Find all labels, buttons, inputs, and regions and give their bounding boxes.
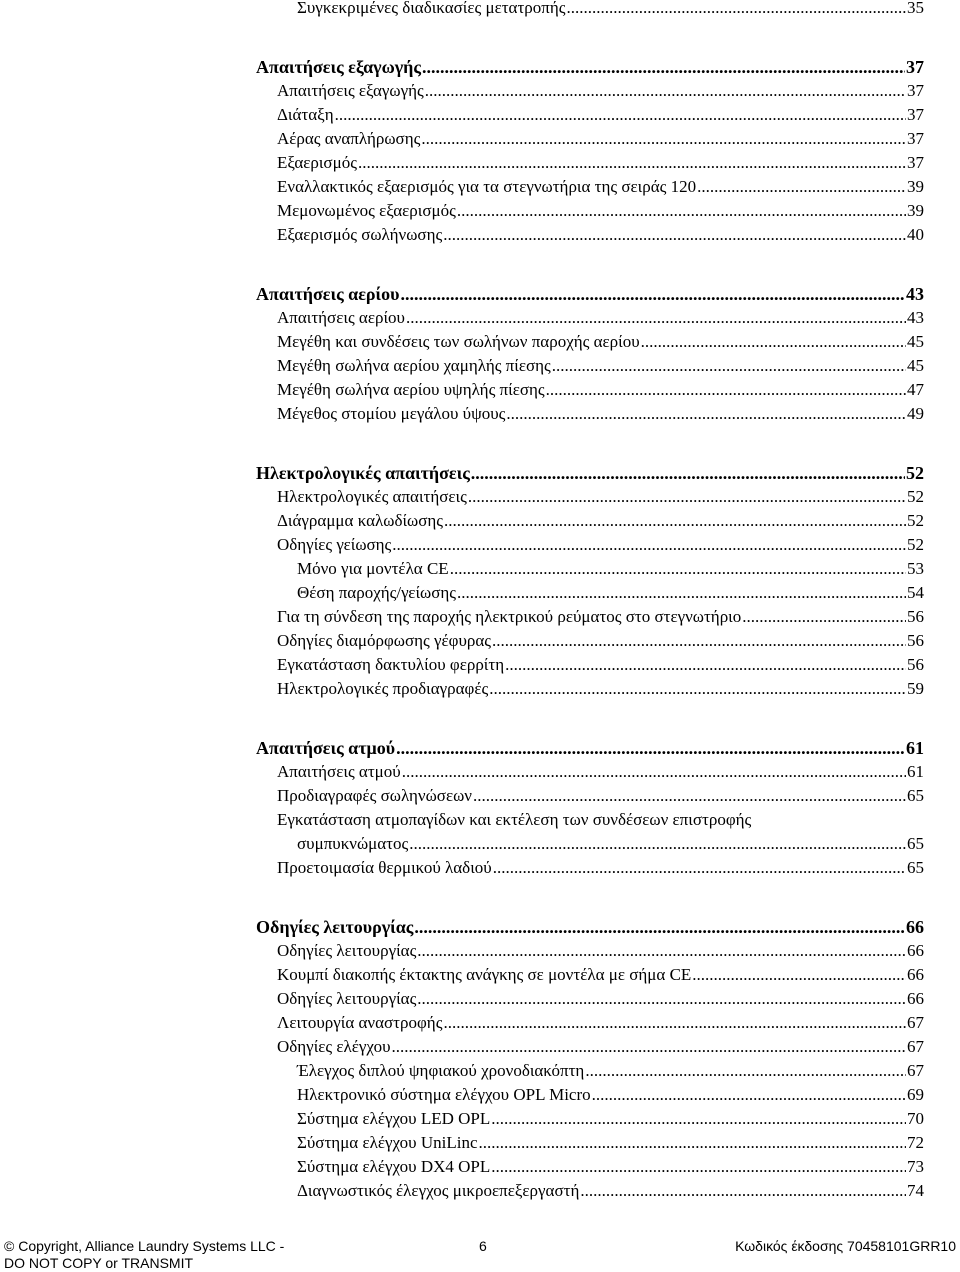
toc-leader-dots xyxy=(641,330,906,354)
toc-leader-dots xyxy=(406,306,906,330)
toc-entry-page: 66 xyxy=(907,965,924,984)
toc-entry[interactable] xyxy=(277,199,924,223)
toc-entry-title: Μεγέθη και συνδέσεις των σωλήνων παροχής αερίου xyxy=(277,332,640,351)
toc-entry-title: Οδηγίες γείωσης xyxy=(277,535,392,554)
toc-entry-title: Μόνο για μοντέλα CE xyxy=(297,559,449,578)
toc-entry[interactable] xyxy=(297,557,924,581)
toc-entry[interactable] xyxy=(277,223,924,247)
toc-entry[interactable] xyxy=(277,605,924,629)
toc-entry-title: Λειτουργία αναστροφής xyxy=(277,1013,443,1032)
toc-entry[interactable] xyxy=(277,151,924,175)
toc-leader-dots xyxy=(468,485,906,509)
toc-entry[interactable] xyxy=(277,306,924,330)
toc-entry-page: 52 xyxy=(907,511,924,530)
toc-entry-title: Οδηγίες λειτουργίας xyxy=(277,941,417,960)
toc-entry[interactable] xyxy=(277,402,924,426)
toc-entry[interactable] xyxy=(297,832,924,856)
toc-entry-page: 67 xyxy=(907,1013,924,1032)
toc-entry-title: Αέρας αναπλήρωσης xyxy=(277,129,421,148)
toc-leader-dots xyxy=(489,677,906,701)
toc-leader-dots xyxy=(692,963,906,987)
toc-section-heading[interactable] xyxy=(256,736,924,760)
toc-entry-page: 72 xyxy=(907,1133,924,1152)
toc-entry[interactable] xyxy=(277,784,924,808)
toc-entry[interactable] xyxy=(277,677,924,701)
toc-entry-page: 35 xyxy=(907,0,924,17)
copyright-line-2: DO NOT COPY or TRANSMIT xyxy=(4,1255,194,1271)
toc-entry-page: 52 xyxy=(907,487,924,506)
toc-entry[interactable] xyxy=(297,1179,924,1203)
toc-leader-dots xyxy=(392,1035,906,1059)
toc-leader-dots xyxy=(450,557,906,581)
toc-leader-dots xyxy=(457,199,906,223)
toc-entry[interactable] xyxy=(277,963,924,987)
toc-leader-dots xyxy=(335,103,906,127)
toc-entry-page: 43 xyxy=(907,308,924,327)
toc-entry-title: Για τη σύνδεση της παροχής ηλεκτρικού ρεύματος στο στεγνωτήριο xyxy=(277,607,742,626)
toc-entry-title: συμπυκνώματος xyxy=(297,834,409,853)
toc-entry-title: Οδηγίες διαμόρφωσης γέφυρας xyxy=(277,631,492,650)
toc-entry-title: Κουμπί διακοπής έκτακτης ανάγκης σε μοντέλα με σήμα CE xyxy=(277,965,692,984)
toc-entry[interactable] xyxy=(277,103,924,127)
toc-entry[interactable] xyxy=(277,987,924,1011)
toc-leader-dots xyxy=(417,987,906,1011)
document-code: Κωδικός έκδοσης 70458101GRR10 xyxy=(735,1238,956,1254)
toc-entry-page: 74 xyxy=(907,1181,924,1200)
toc-entry-title: Απαιτήσεις ατμού xyxy=(256,738,396,758)
toc-entry[interactable] xyxy=(277,1035,924,1059)
toc-entry[interactable] xyxy=(277,533,924,557)
toc-leader-dots xyxy=(392,533,906,557)
toc-entry-page: 59 xyxy=(907,679,924,698)
page-footer xyxy=(0,1238,960,1270)
toc-leader-dots xyxy=(505,653,906,677)
toc-entry-page: 73 xyxy=(907,1157,924,1176)
toc-entry-title: Απαιτήσεις αερίου xyxy=(277,308,405,327)
toc-entry[interactable] xyxy=(277,856,924,880)
toc-leader-dots xyxy=(580,1179,906,1203)
toc-entry[interactable] xyxy=(277,939,924,963)
toc-entry-page: 67 xyxy=(907,1061,924,1080)
toc-entry-title: Απαιτήσεις αερίου xyxy=(256,284,400,304)
toc-entry-page: 45 xyxy=(907,356,924,375)
toc-entry-title: Διάγραμμα καλωδίωσης xyxy=(277,511,444,530)
toc-entry-page: 65 xyxy=(907,834,924,853)
copyright-notice xyxy=(4,1238,284,1272)
toc-entry-page: 49 xyxy=(907,404,924,423)
toc-entry-title: Ηλεκτρονικό σύστημα ελέγχου OPL Micro xyxy=(297,1085,591,1104)
toc-entry[interactable] xyxy=(277,653,924,677)
toc-leader-dots xyxy=(493,856,906,880)
toc-entry-page: 61 xyxy=(907,762,924,781)
toc-entry-page: 52 xyxy=(906,463,924,483)
toc-entry-title: Συγκεκριμένες διαδικασίες μετατροπής xyxy=(297,0,566,17)
toc-entry-title: Διαγνωστικός έλεγχος μικροεπεξεργαστή xyxy=(297,1181,580,1200)
toc-entry-title: Απαιτήσεις ατμού xyxy=(277,762,401,781)
toc-entry-title: Εξαερισμός σωλήνωσης xyxy=(277,225,443,244)
toc-leader-dots xyxy=(566,0,906,20)
toc-entry-title: Διάταξη xyxy=(277,105,334,124)
toc-leader-dots xyxy=(443,223,906,247)
toc-entry-page: 39 xyxy=(907,177,924,196)
toc-entry-title: Εναλλακτικός εξαερισμός για τα στεγνωτήρια της σειράς 120 xyxy=(277,177,697,196)
toc-entry-title: Προετοιμασία θερμικού λαδιού xyxy=(277,858,492,877)
toc-leader-dots xyxy=(491,1107,906,1131)
toc-entry-page: 66 xyxy=(907,989,924,1008)
toc-entry-page: 53 xyxy=(907,559,924,578)
toc-entry-title: Απαιτήσεις εξαγωγής xyxy=(256,57,421,77)
toc-entry-page: 45 xyxy=(907,332,924,351)
toc-entry-title: Ηλεκτρολογικές απαιτήσεις xyxy=(256,463,470,483)
toc-entry-title: Σύστημα ελέγχου UniLinc xyxy=(297,1133,478,1152)
toc-leader-dots xyxy=(742,605,906,629)
toc-entry-page: 40 xyxy=(907,225,924,244)
toc-entry[interactable] xyxy=(277,629,924,653)
toc-leader-dots xyxy=(358,151,906,175)
toc-entry-page: 56 xyxy=(907,655,924,674)
toc-entry[interactable] xyxy=(277,127,924,151)
toc-entry-page: 69 xyxy=(907,1085,924,1104)
toc-entry[interactable] xyxy=(277,509,924,533)
toc-leader-dots xyxy=(402,760,906,784)
toc-leader-dots xyxy=(443,1011,906,1035)
toc-entry-title: Σύστημα ελέγχου DX4 OPL xyxy=(297,1157,491,1176)
toc-entry[interactable] xyxy=(277,330,924,354)
toc-entry-page: 37 xyxy=(907,129,924,148)
toc-entry-page: 37 xyxy=(907,81,924,100)
toc-entry-title: Εγκατάσταση δακτυλίου φερρίτη xyxy=(277,655,505,674)
toc-leader-dots xyxy=(552,354,906,378)
toc-entry-page: 54 xyxy=(907,583,924,602)
toc-leader-dots xyxy=(546,378,906,402)
toc-entry[interactable] xyxy=(277,1011,924,1035)
toc-leader-dots xyxy=(425,79,906,103)
toc-entry-page: 37 xyxy=(906,57,924,77)
toc-entry-title: Μεγέθη σωλήνα αερίου υψηλής πίεσης xyxy=(277,380,545,399)
toc-leader-dots xyxy=(697,175,906,199)
toc-leader-dots xyxy=(422,55,905,79)
toc-leader-dots xyxy=(444,509,906,533)
copyright-line-1: © Copyright, Alliance Laundry Systems LLC - xyxy=(4,1238,285,1254)
toc-leader-dots xyxy=(457,581,906,605)
toc-leader-dots xyxy=(479,1131,907,1155)
toc-entry[interactable] xyxy=(277,485,924,509)
toc-section-heading[interactable] xyxy=(256,915,924,939)
toc-entry-title: Εξαερισμός xyxy=(277,153,357,172)
toc-entry-page: 39 xyxy=(907,201,924,220)
toc-entry[interactable] xyxy=(277,175,924,199)
toc-leader-dots xyxy=(506,402,906,426)
toc-entry-title: Εγκατάσταση ατμοπαγίδων και εκτέλεση των συνδέσεων επιστροφής xyxy=(277,810,752,829)
toc-entry[interactable] xyxy=(297,0,924,20)
toc-entry[interactable] xyxy=(297,1107,924,1131)
toc-leader-dots xyxy=(396,736,905,760)
toc-entry[interactable] xyxy=(297,581,924,605)
toc-entry-page: 52 xyxy=(907,535,924,554)
toc-entry[interactable] xyxy=(277,760,924,784)
toc-entry-title: Θέση παροχής/γείωσης xyxy=(297,583,456,602)
toc-entry-title: Απαιτήσεις εξαγωγής xyxy=(277,81,424,100)
toc-entry-page: 66 xyxy=(906,917,924,937)
toc-leader-dots xyxy=(417,939,906,963)
toc-leader-dots xyxy=(421,127,906,151)
toc-entry-title: Οδηγίες λειτουργίας xyxy=(256,917,414,937)
toc-entry-page: 65 xyxy=(907,858,924,877)
toc-entry[interactable] xyxy=(297,1059,924,1083)
toc-section-heading[interactable] xyxy=(256,282,924,306)
toc-entry-title: Ηλεκτρολογικές προδιαγραφές xyxy=(277,679,489,698)
toc-entry-page: 61 xyxy=(906,738,924,758)
toc-leader-dots xyxy=(592,1083,906,1107)
toc-entry-title: Ηλεκτρολογικές απαιτήσεις xyxy=(277,487,467,506)
toc-entry-page: 37 xyxy=(907,153,924,172)
toc-entry-title: Σύστημα ελέγχου LED OPL xyxy=(297,1109,491,1128)
toc-entry[interactable] xyxy=(297,1083,924,1107)
toc-leader-dots xyxy=(400,282,905,306)
toc-entry-title: Οδηγίες λειτουργίας xyxy=(277,989,417,1008)
toc-leader-dots xyxy=(491,1155,906,1179)
toc-entry-page: 56 xyxy=(907,607,924,626)
toc-leader-dots xyxy=(585,1059,906,1083)
toc-leader-dots xyxy=(492,629,906,653)
toc-section-heading[interactable] xyxy=(256,461,924,485)
toc-section-heading[interactable] xyxy=(256,55,924,79)
toc-entry[interactable] xyxy=(277,808,924,832)
toc-entry-page: 65 xyxy=(907,786,924,805)
toc-leader-dots xyxy=(414,915,905,939)
toc-entry[interactable] xyxy=(297,1131,924,1155)
toc-entry-title: Οδηγίες ελέγχου xyxy=(277,1037,391,1056)
toc-entry-page: 66 xyxy=(907,941,924,960)
toc-leader-dots xyxy=(409,832,906,856)
toc-leader-dots xyxy=(473,784,906,808)
toc-entry[interactable] xyxy=(277,378,924,402)
toc-entry[interactable] xyxy=(277,79,924,103)
toc-entry-title: Έλεγχος διπλού ψηφιακού χρονοδιακόπτη xyxy=(297,1061,585,1080)
toc-entry-title: Προδιαγραφές σωληνώσεων xyxy=(277,786,472,805)
toc-entry-title: Μεγέθη σωλήνα αερίου χαμηλής πίεσης xyxy=(277,356,551,375)
toc-entry[interactable] xyxy=(277,354,924,378)
toc-entry-page: 43 xyxy=(906,284,924,304)
toc-entry-page: 67 xyxy=(907,1037,924,1056)
toc-entry-title: Μεμονωμένος εξαερισμός xyxy=(277,201,456,220)
toc-entry-title: Μέγεθος στομίου μεγάλου ύψους xyxy=(277,404,506,423)
toc-entry-page: 56 xyxy=(907,631,924,650)
toc-entry-page: 47 xyxy=(907,380,924,399)
toc-entry[interactable] xyxy=(297,1155,924,1179)
toc-entry-page: 37 xyxy=(907,105,924,124)
toc-entry-page: 70 xyxy=(907,1109,924,1128)
toc-leader-dots xyxy=(471,461,905,485)
page-number: 6 xyxy=(479,1238,487,1254)
